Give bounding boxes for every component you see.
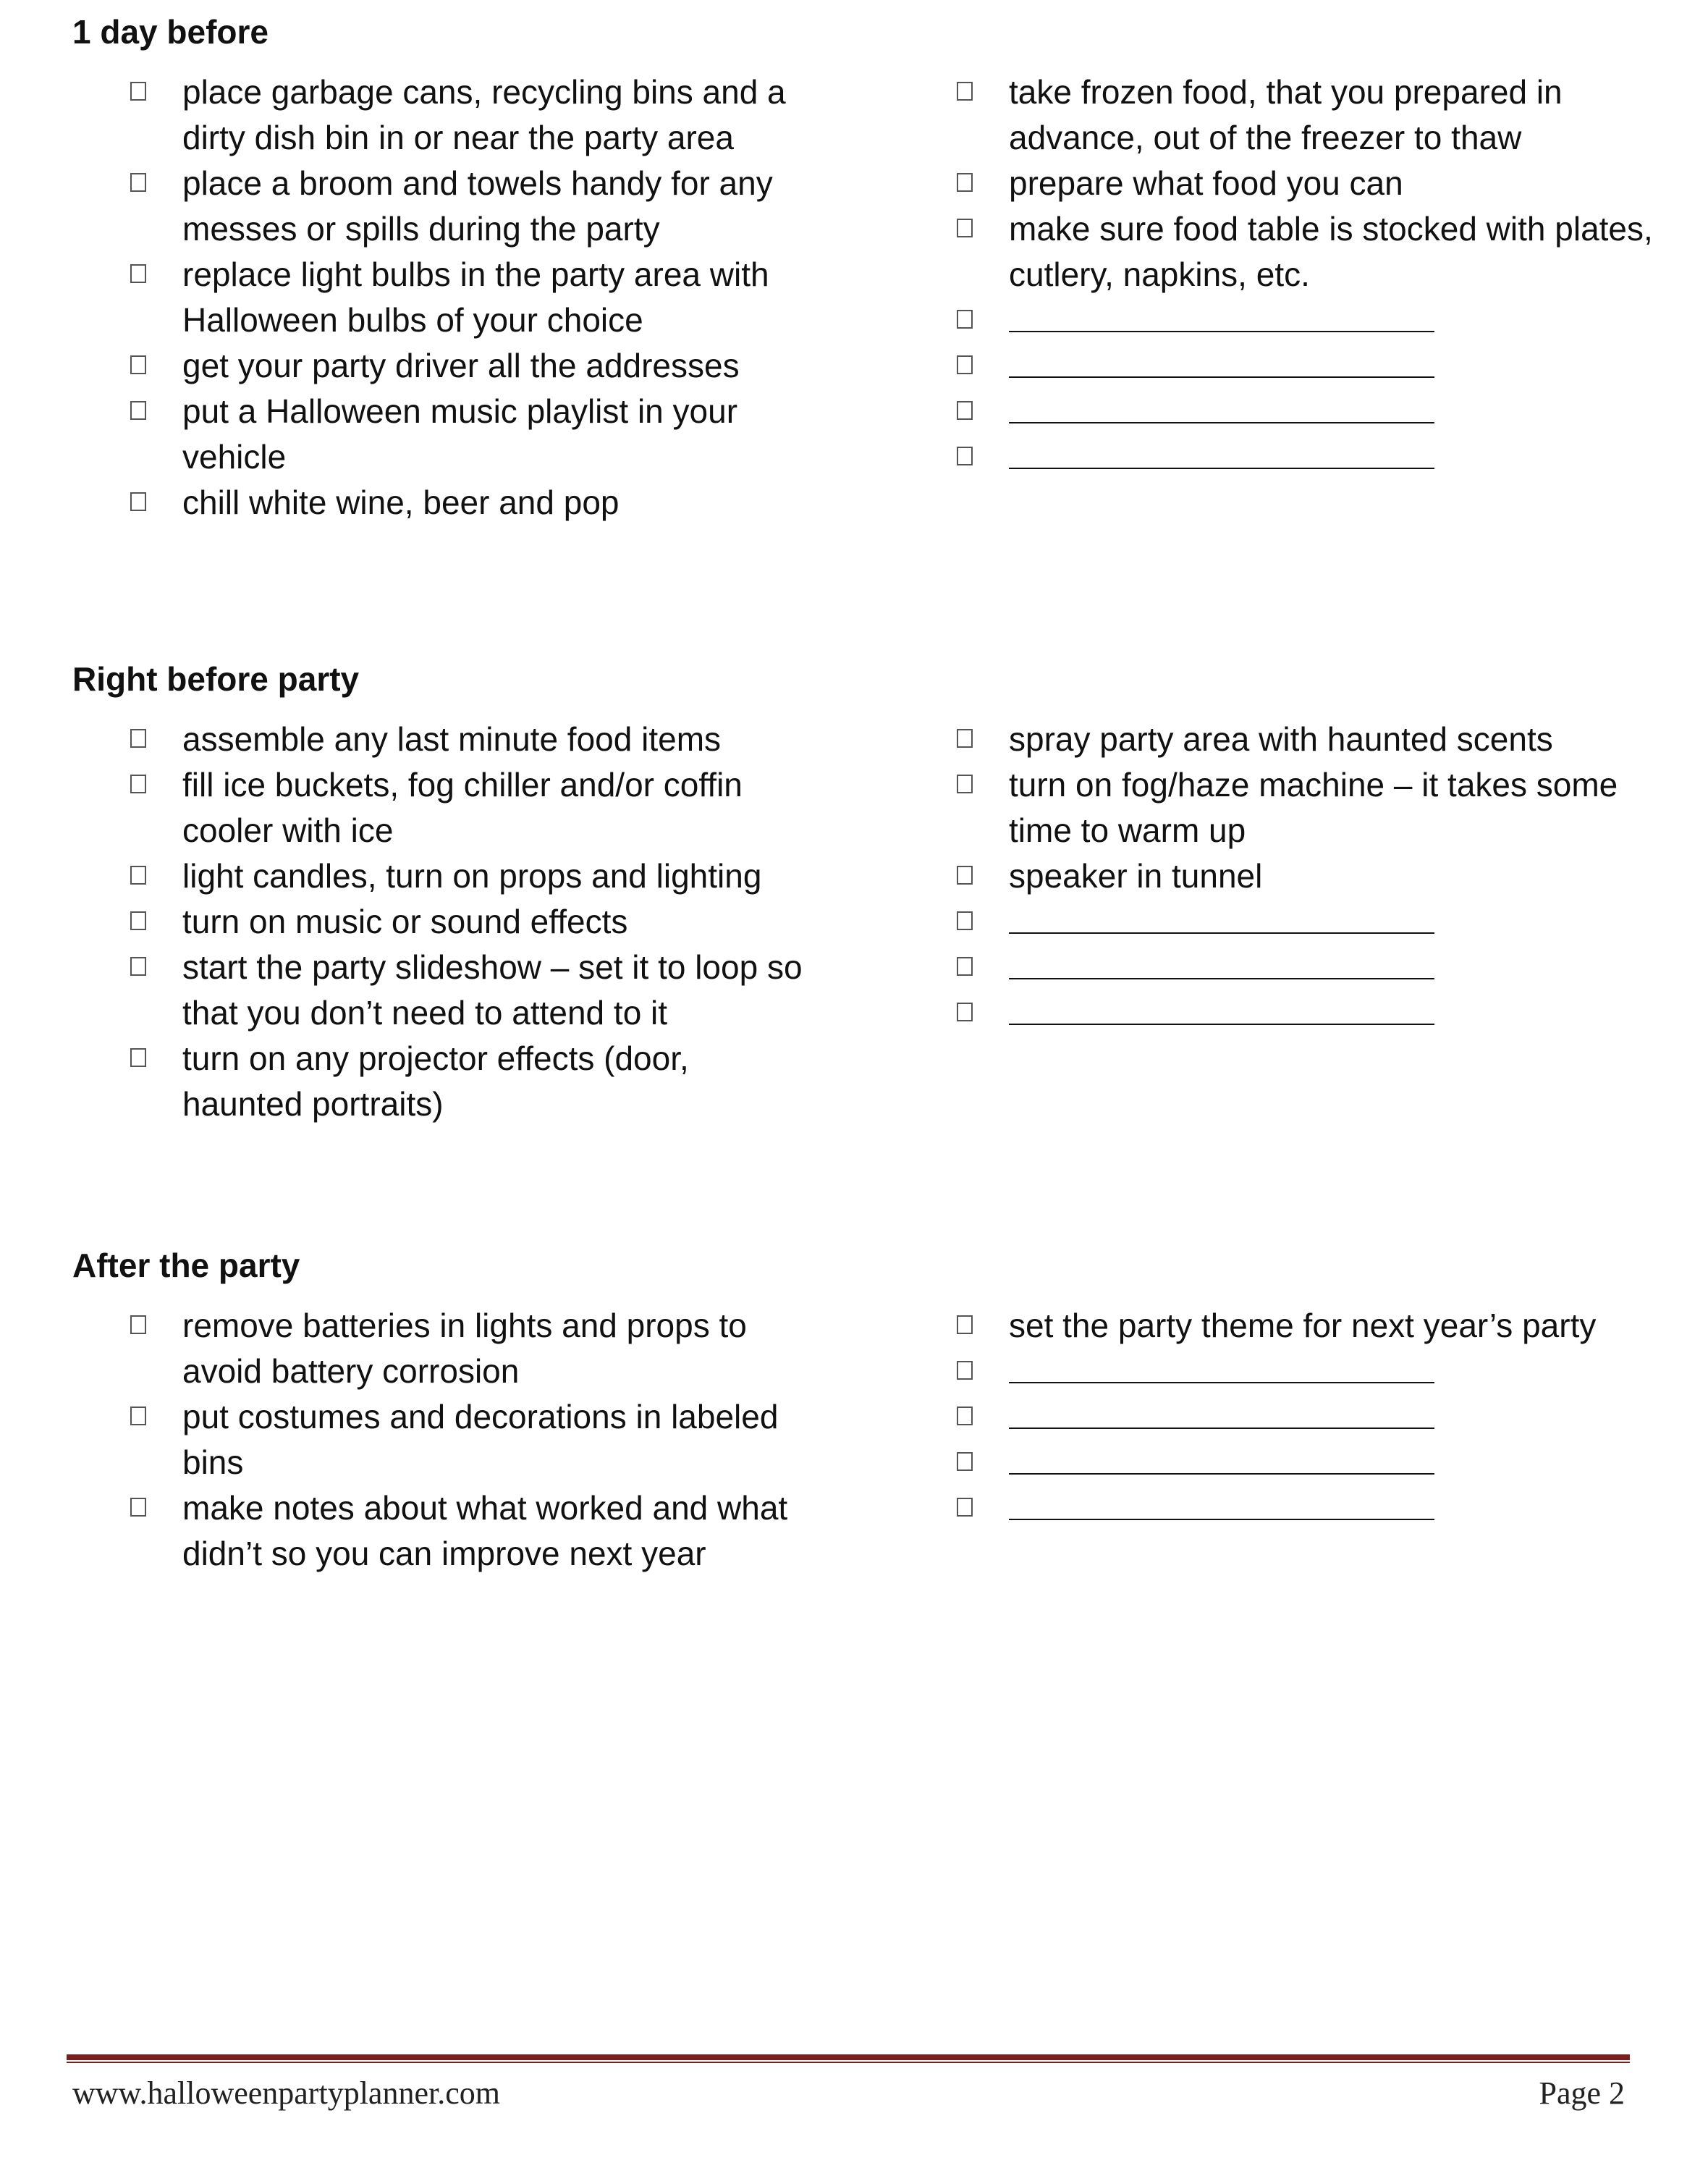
item-text: light candles, turn on props and lighting xyxy=(182,857,762,895)
item-text: take frozen food, that you prepared in advance, out of the freezer to thaw xyxy=(1009,73,1563,156)
section-1-day-before xyxy=(0,10,1708,531)
section-after-the-party xyxy=(0,1244,1708,1649)
checkbox[interactable] xyxy=(130,911,146,930)
checklist-item xyxy=(130,899,811,945)
write-in-line[interactable] xyxy=(1009,298,1434,332)
checklist-item-blank xyxy=(957,945,1680,990)
checklist-left-column xyxy=(130,1303,811,1577)
section-heading: Right before party xyxy=(72,660,360,698)
checklist-item xyxy=(130,1303,811,1394)
item-text: replace light bulbs in the party area with Halloween bulbs of your choice xyxy=(182,256,769,339)
item-text: spray party area with haunted scents xyxy=(1009,720,1553,758)
checklist-item xyxy=(130,69,811,161)
write-in-line[interactable] xyxy=(1009,1394,1434,1429)
item-text: turn on fog/haze machine – it takes some time to warm up xyxy=(1009,766,1618,849)
write-in-line[interactable] xyxy=(1009,389,1434,423)
item-text: start the party slideshow – set it to loop so that you don’t need to attend to it xyxy=(182,948,803,1032)
checklist-item xyxy=(957,1303,1680,1349)
checkbox[interactable] xyxy=(957,401,973,420)
item-text: fill ice buckets, fog chiller and/or coffin cooler with ice xyxy=(182,766,743,849)
checklist-item xyxy=(130,1485,811,1577)
checkbox[interactable] xyxy=(957,1498,973,1517)
checklist-left-column xyxy=(130,717,811,1127)
checklist-left-column xyxy=(130,69,811,526)
checklist-item xyxy=(130,343,811,389)
item-text: turn on music or sound effects xyxy=(182,903,628,940)
checkbox[interactable] xyxy=(130,1315,146,1334)
section-heading: After the party xyxy=(72,1247,300,1284)
item-text: speaker in tunnel xyxy=(1009,857,1263,895)
checklist-item-blank xyxy=(957,899,1680,945)
checklist-item-blank xyxy=(957,1349,1680,1394)
checkbox[interactable] xyxy=(957,310,973,329)
write-in-line[interactable] xyxy=(1009,899,1434,934)
item-text: put costumes and decorations in labeled bins xyxy=(182,1398,779,1481)
checklist-item-blank xyxy=(957,1485,1680,1531)
item-text: assemble any last minute food items xyxy=(182,720,722,758)
checklist-item xyxy=(957,762,1680,853)
checklist-item-blank xyxy=(957,298,1680,343)
section-heading: 1 day before xyxy=(72,13,269,51)
write-in-line[interactable] xyxy=(1009,1440,1434,1475)
item-text: get your party driver all the addresses xyxy=(182,347,740,384)
checkbox[interactable] xyxy=(130,173,146,192)
write-in-line[interactable] xyxy=(1009,945,1434,979)
checkbox[interactable] xyxy=(130,401,146,420)
checklist-right-column xyxy=(957,1303,1680,1531)
item-text: set the party theme for next year’s party xyxy=(1009,1307,1597,1344)
checkbox[interactable] xyxy=(957,447,973,465)
item-text: make sure food table is stocked with plates, cutlery, napkins, etc. xyxy=(1009,210,1653,293)
checklist-item xyxy=(130,252,811,343)
checkbox[interactable] xyxy=(957,1315,973,1334)
checkbox[interactable] xyxy=(957,957,973,976)
checklist-item xyxy=(957,161,1680,206)
checklist-item xyxy=(130,161,811,252)
checkbox[interactable] xyxy=(957,775,973,793)
checklist-item-blank xyxy=(957,343,1680,389)
write-in-line[interactable] xyxy=(1009,343,1434,378)
checklist-item-blank xyxy=(957,434,1680,480)
checklist-item xyxy=(130,480,811,526)
checkbox[interactable] xyxy=(957,219,973,237)
checkbox[interactable] xyxy=(130,82,146,101)
item-text: make notes about what worked and what didn’t so you can improve next year xyxy=(182,1489,788,1572)
item-text: chill white wine, beer and pop xyxy=(182,484,620,521)
checklist-item xyxy=(130,389,811,480)
checkbox[interactable] xyxy=(957,729,973,748)
write-in-line[interactable] xyxy=(1009,990,1434,1025)
checkbox[interactable] xyxy=(130,729,146,748)
checklist-right-column xyxy=(957,69,1680,480)
item-text: place garbage cans, recycling bins and a dirty dish bin in or near the party area xyxy=(182,73,786,156)
checklist-item-blank xyxy=(957,1394,1680,1440)
item-text: put a Halloween music playlist in your vehicle xyxy=(182,392,738,476)
checkbox[interactable] xyxy=(957,1003,973,1021)
checkbox[interactable] xyxy=(957,1452,973,1471)
checkbox[interactable] xyxy=(957,866,973,885)
checkbox[interactable] xyxy=(130,957,146,976)
checkbox[interactable] xyxy=(957,82,973,101)
checkbox[interactable] xyxy=(957,1407,973,1425)
item-text: prepare what food you can xyxy=(1009,164,1403,202)
item-text: turn on any projector effects (door, haunted portraits) xyxy=(182,1039,689,1123)
write-in-line[interactable] xyxy=(1009,1485,1434,1520)
footer-rule xyxy=(67,2054,1630,2063)
footer-url[interactable]: www.halloweenpartyplanner.com xyxy=(72,2075,500,2111)
checkbox[interactable] xyxy=(957,911,973,930)
checklist-item xyxy=(130,1394,811,1485)
checkbox[interactable] xyxy=(130,492,146,511)
checklist-right-column xyxy=(957,717,1680,1036)
checklist-item xyxy=(957,69,1680,161)
section-right-before-party xyxy=(0,657,1708,1164)
checkbox[interactable] xyxy=(130,1498,146,1517)
checkbox[interactable] xyxy=(130,866,146,885)
checklist-item-blank xyxy=(957,389,1680,434)
checklist-item xyxy=(130,1036,811,1127)
checkbox[interactable] xyxy=(957,173,973,192)
checklist-item xyxy=(130,762,811,853)
checkbox[interactable] xyxy=(130,1407,146,1425)
checklist-item-blank xyxy=(957,990,1680,1036)
checkbox[interactable] xyxy=(130,355,146,374)
page-number: Page 2 xyxy=(1539,2075,1625,2111)
item-text: remove batteries in lights and props to avoid battery corrosion xyxy=(182,1307,747,1390)
checklist-item xyxy=(957,206,1680,298)
checklist-item xyxy=(957,853,1680,899)
checkbox[interactable] xyxy=(130,264,146,283)
checkbox[interactable] xyxy=(957,355,973,374)
checklist-item xyxy=(130,945,811,1036)
checkbox[interactable] xyxy=(130,775,146,793)
write-in-line[interactable] xyxy=(1009,1349,1434,1383)
checkbox[interactable] xyxy=(130,1048,146,1067)
checkbox[interactable] xyxy=(957,1361,973,1380)
item-text: place a broom and towels handy for any messes or spills during the party xyxy=(182,164,773,248)
checklist-item-blank xyxy=(957,1440,1680,1485)
checklist-item xyxy=(130,717,811,762)
checklist-item xyxy=(957,717,1680,762)
checklist-item xyxy=(130,853,811,899)
write-in-line[interactable] xyxy=(1009,434,1434,469)
